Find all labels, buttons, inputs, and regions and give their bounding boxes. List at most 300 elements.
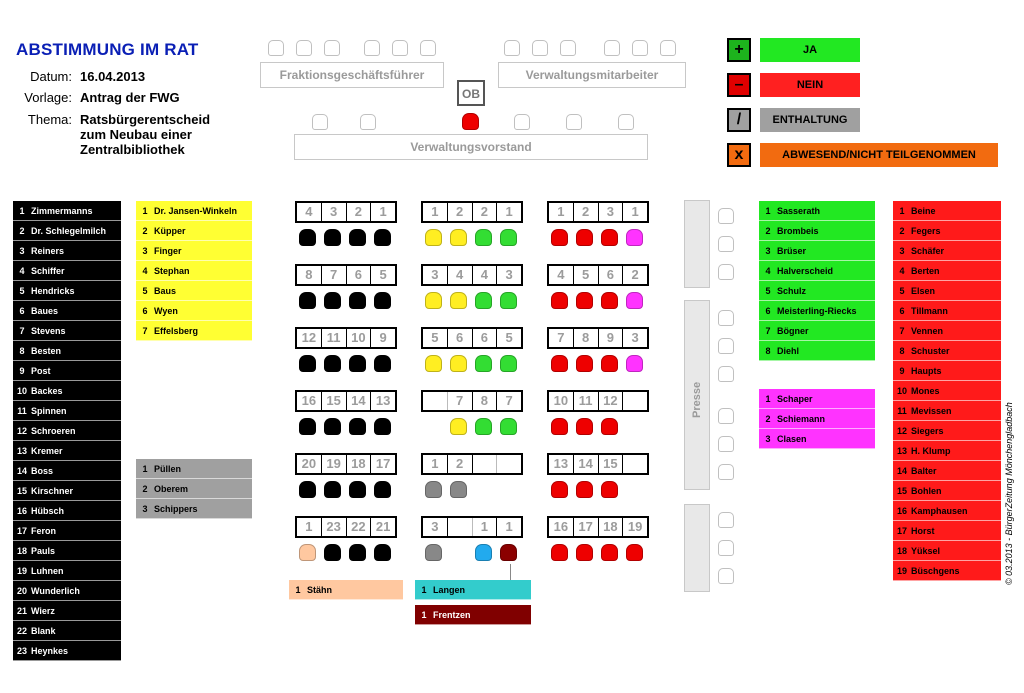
seat-icon <box>349 481 366 498</box>
seat-icon <box>299 418 316 435</box>
list-item-name: Blank <box>31 625 56 636</box>
list-item-name: Bögner <box>777 325 809 336</box>
list-item-name: Wyen <box>154 305 178 316</box>
list-item <box>893 341 1001 361</box>
list-item-number: 1 <box>295 584 301 595</box>
grey-chair-icon <box>566 114 582 130</box>
list-langen <box>415 580 531 600</box>
seat-icon <box>576 418 593 435</box>
seat-number: 12 <box>599 392 624 410</box>
list-item-number: 12 <box>16 425 27 436</box>
seat-number: 3 <box>322 203 347 221</box>
list-item <box>759 261 875 281</box>
list-item <box>13 521 121 541</box>
grey-chair-icon <box>604 40 620 56</box>
seat-number-row <box>421 327 523 349</box>
seat-icon <box>475 418 492 435</box>
seat-number-row <box>547 327 649 349</box>
seat-icon <box>551 229 568 246</box>
seat-number: 6 <box>473 329 498 347</box>
seat-number: 20 <box>297 455 322 473</box>
grey-chair-icon <box>560 40 576 56</box>
seat-icon <box>425 544 442 561</box>
list-item-number: 1 <box>421 584 427 595</box>
list-item <box>893 501 1001 521</box>
seat-icon <box>601 418 618 435</box>
list-item-number: 19 <box>16 565 27 576</box>
list-item-number: 4 <box>19 265 25 276</box>
list-item-name: Schiffer <box>31 265 65 276</box>
seat-number: 11 <box>574 392 599 410</box>
list-item-number: 6 <box>765 305 771 316</box>
list-item-name: Pauls <box>31 545 56 556</box>
seat-number: 4 <box>549 266 574 284</box>
seat-icon <box>374 544 391 561</box>
list-item-name: Schippers <box>154 503 198 514</box>
list-item <box>893 281 1001 301</box>
list-item <box>136 301 252 321</box>
grey-chair-icon <box>718 408 734 424</box>
seat-icon <box>576 229 593 246</box>
list-item-number: 13 <box>16 445 27 456</box>
seat-icon <box>601 544 618 561</box>
presse-bar-3 <box>684 504 710 592</box>
list-item-number: 3 <box>142 503 148 514</box>
seat-number: 10 <box>549 392 574 410</box>
seat-number: 5 <box>423 329 448 347</box>
list-item <box>893 481 1001 501</box>
list-item-name: Bohlen <box>911 485 942 496</box>
list-item <box>13 581 121 601</box>
list-item <box>13 201 121 221</box>
list-item-number: 3 <box>19 245 25 256</box>
list-item-name: Kremer <box>31 445 63 456</box>
seat-number-row <box>421 516 523 538</box>
list-item-name: Schiemann <box>777 413 826 424</box>
list-item <box>893 321 1001 341</box>
seat-icon <box>576 292 593 309</box>
list-item-name: Schaper <box>777 393 813 404</box>
seat-number: 1 <box>423 203 448 221</box>
list-item-name: Elsen <box>911 285 936 296</box>
list-item-number: 9 <box>899 365 905 376</box>
list-item <box>13 641 121 661</box>
seat-icon <box>299 481 316 498</box>
list-item <box>13 301 121 321</box>
seat-icon <box>601 355 618 372</box>
list-item-name: Brüser <box>777 245 807 256</box>
list-item-number: 5 <box>142 285 148 296</box>
seat-icon <box>500 544 517 561</box>
list-item-number: 11 <box>17 405 27 416</box>
list-item-name: Berten <box>911 265 940 276</box>
list-item <box>759 201 875 221</box>
list-item <box>13 321 121 341</box>
seat-icon <box>349 418 366 435</box>
list-item-name: Zimmermanns <box>31 205 93 216</box>
list-item-number: 5 <box>765 285 771 296</box>
list-item <box>13 341 121 361</box>
list-item-name: Püllen <box>154 463 182 474</box>
list-item <box>759 281 875 301</box>
seat-icon <box>349 292 366 309</box>
seat-number: 2 <box>448 455 473 473</box>
grey-chair-icon <box>324 40 340 56</box>
list-item <box>893 561 1001 581</box>
legend-label: NEIN <box>760 73 860 97</box>
seat-number-row <box>295 327 397 349</box>
list-item <box>759 341 875 361</box>
seat-icon <box>576 481 593 498</box>
grey-chair-icon <box>618 114 634 130</box>
seat-number: 19 <box>322 455 347 473</box>
grey-chair-icon <box>718 264 734 280</box>
list-item-name: Dr. Jansen-Winkeln <box>154 205 237 216</box>
list-item-name: Küpper <box>154 225 186 236</box>
seat-icon <box>500 229 517 246</box>
seat-icon <box>349 229 366 246</box>
list-item-name: Sasserath <box>777 205 821 216</box>
seat-number: 1 <box>423 455 448 473</box>
seat-number: 8 <box>574 329 599 347</box>
grey-chair-icon <box>504 40 520 56</box>
list-item <box>893 201 1001 221</box>
list-item-number: 1 <box>899 205 905 216</box>
seat-number: 23 <box>322 518 347 536</box>
thema-row <box>16 112 210 157</box>
list-item-name: Schäfer <box>911 245 945 256</box>
list-item-name: Mones <box>911 385 940 396</box>
grey-chair-icon <box>364 40 380 56</box>
legend-label: ABWESEND/NICHT TEILGENOMMEN <box>760 143 998 167</box>
list-item <box>893 241 1001 261</box>
seat-number: 5 <box>379 267 387 282</box>
list-item-number: 2 <box>765 413 771 424</box>
seat-number-row <box>295 390 397 412</box>
datum-label: Datum: <box>30 69 72 84</box>
seat-icon <box>551 544 568 561</box>
legend-symbol-icon: – <box>727 73 751 97</box>
grey-chair-icon <box>532 40 548 56</box>
list-item <box>759 301 875 321</box>
seat-number: 1 <box>505 204 513 219</box>
list-item-number: 14 <box>16 465 27 476</box>
list-item-name: Stevens <box>31 325 66 336</box>
list-item-number: 13 <box>896 445 907 456</box>
list-item <box>13 481 121 501</box>
list-item-number: 5 <box>19 285 25 296</box>
fraktion-box: Fraktionsgeschäftsführer <box>260 62 444 88</box>
seat-number: 1 <box>379 204 387 219</box>
seat-icon <box>425 292 442 309</box>
list-item <box>13 361 121 381</box>
list-item-name: Diehl <box>777 345 800 356</box>
list-item-name: Reiners <box>31 245 65 256</box>
list-item-name: Besten <box>31 345 62 356</box>
list-item-number: 1 <box>19 205 25 216</box>
grey-chair-icon <box>268 40 284 56</box>
seat-number: 2 <box>574 203 599 221</box>
vorstand-box: Verwaltungsvorstand <box>294 134 648 160</box>
list-item-number: 7 <box>142 325 148 336</box>
list-item-number: 14 <box>896 465 907 476</box>
vorlage-label: Vorlage: <box>24 90 72 105</box>
seat-number: 19 <box>627 519 643 534</box>
seat-icon <box>475 355 492 372</box>
list-item-name: Siegers <box>911 425 944 436</box>
list-item-number: 15 <box>16 485 27 496</box>
seat-number: 2 <box>347 203 372 221</box>
list-item-number: 1 <box>142 463 148 474</box>
seat-icon <box>551 292 568 309</box>
seat-number-row <box>421 453 523 475</box>
list-item-name: Haupts <box>911 365 942 376</box>
grey-chair-icon <box>718 436 734 452</box>
seat-number: 8 <box>473 392 498 410</box>
seat-number: 9 <box>379 330 387 345</box>
grey-chair-icon <box>312 114 328 130</box>
list-item-number: 7 <box>899 325 905 336</box>
seat-icon <box>374 292 391 309</box>
list-item <box>13 221 121 241</box>
grey-chair-icon <box>718 464 734 480</box>
list-item-name: Kirschner <box>31 485 74 496</box>
seat-number-row <box>295 516 397 538</box>
list-stahn <box>289 580 403 600</box>
list-item-name: Schulz <box>777 285 807 296</box>
list-item-number: 2 <box>142 483 148 494</box>
seat-number <box>623 455 647 473</box>
list-item-number: 16 <box>16 505 27 516</box>
seat-number <box>623 392 647 410</box>
list-item-name: Baues <box>31 305 59 316</box>
list-item-name: Baus <box>154 285 177 296</box>
seat-icon <box>601 292 618 309</box>
grey-chair-icon <box>420 40 436 56</box>
seat-icon <box>601 481 618 498</box>
seat-number: 11 <box>322 329 347 347</box>
seat-number: 3 <box>423 266 448 284</box>
seat-icon <box>500 292 517 309</box>
list-item-name: Spinnen <box>31 405 67 416</box>
seat-icon <box>551 418 568 435</box>
list-cdu <box>13 201 121 661</box>
list-item <box>759 409 875 429</box>
thema-label: Thema: <box>27 112 72 127</box>
verwaltungsmitarbeiter-box: Verwaltungsmitarbeiter <box>498 62 686 88</box>
list-item <box>13 501 121 521</box>
seat-number: 2 <box>631 267 639 282</box>
list-item-name: Post <box>31 365 51 376</box>
legend-symbol-icon: x <box>727 143 751 167</box>
list-item-name: Wierz <box>31 605 55 616</box>
grey-chair-icon <box>718 512 734 528</box>
list-item-number: 6 <box>899 305 905 316</box>
list-item <box>13 241 121 261</box>
seat-number: 6 <box>599 266 624 284</box>
grey-chair-icon <box>296 40 312 56</box>
list-item <box>136 201 252 221</box>
list-item-number: 3 <box>142 245 148 256</box>
list-item <box>13 621 121 641</box>
seat-icon <box>626 229 643 246</box>
list-item <box>893 361 1001 381</box>
list-item-number: 19 <box>896 565 907 576</box>
list-item <box>893 461 1001 481</box>
seat-icon <box>299 544 316 561</box>
list-item-number: 3 <box>765 245 771 256</box>
seat-icon <box>626 292 643 309</box>
seat-number: 7 <box>549 329 574 347</box>
grey-chair-icon <box>632 40 648 56</box>
list-item-number: 10 <box>16 385 27 396</box>
list-item <box>893 441 1001 461</box>
vorlage-value: Antrag der FWG <box>80 90 180 105</box>
list-item-name: Heynkes <box>31 645 69 656</box>
grey-chair-icon <box>718 208 734 224</box>
seat-number-row <box>547 453 649 475</box>
seat-icon <box>551 355 568 372</box>
seat-icon <box>324 229 341 246</box>
seat-icon <box>475 544 492 561</box>
list-item <box>13 401 121 421</box>
list-item-name: Mevissen <box>911 405 952 416</box>
list-item-number: 11 <box>897 405 907 416</box>
seat-number: 8 <box>297 266 322 284</box>
thema-value: Ratsbürgerentscheid zum Neubau einer Zentralbibliothek <box>80 112 211 157</box>
list-item-name: Beine <box>911 205 936 216</box>
list-item-name: Luhnen <box>31 565 64 576</box>
seat-number <box>423 392 448 410</box>
list-item <box>13 281 121 301</box>
list-item-number: 21 <box>16 605 27 616</box>
list-item-number: 23 <box>16 645 27 656</box>
seat-icon <box>500 418 517 435</box>
seat-icon <box>349 355 366 372</box>
seat-number: 13 <box>375 393 391 408</box>
seat-number: 12 <box>297 329 322 347</box>
list-item-name: Horst <box>911 525 935 536</box>
list-item <box>759 241 875 261</box>
legend-label: ENTHALTUNG <box>760 108 860 132</box>
vorlage-row <box>16 90 180 105</box>
grey-chair-icon <box>718 540 734 556</box>
list-item-number: 3 <box>765 433 771 444</box>
list-item-name: Boss <box>31 465 54 476</box>
page-title: ABSTIMMUNG IM RAT <box>16 40 199 59</box>
list-item <box>893 541 1001 561</box>
list-item-number: 2 <box>765 225 771 236</box>
list-item <box>893 301 1001 321</box>
seat-number: 7 <box>505 393 513 408</box>
presse-bar-1 <box>684 200 710 288</box>
list-item-name: Effelsberg <box>154 325 199 336</box>
grey-chair-icon <box>718 366 734 382</box>
list-item-number: 4 <box>142 265 148 276</box>
seat-number-row <box>421 264 523 286</box>
seat-number: 3 <box>599 203 624 221</box>
list-item-number: 18 <box>16 545 27 556</box>
list-item <box>136 321 252 341</box>
list-item-name: Büschgens <box>911 565 960 576</box>
seat-number: 21 <box>375 519 391 534</box>
list-item-name: Backes <box>31 385 63 396</box>
list-item-name: H. Klump <box>911 445 951 456</box>
seat-number-row <box>421 390 523 412</box>
list-item-name: Langen <box>433 584 466 595</box>
list-item-number: 17 <box>896 525 907 536</box>
grey-chair-icon <box>514 114 530 130</box>
list-item <box>136 281 252 301</box>
seat-number: 6 <box>448 329 473 347</box>
seat-icon <box>425 481 442 498</box>
list-spd <box>893 201 1001 581</box>
list-item-number: 18 <box>896 545 907 556</box>
seat-icon <box>299 292 316 309</box>
seat-number: 17 <box>375 456 391 471</box>
list-item-name: Tillmann <box>911 305 948 316</box>
seat-icon <box>299 229 316 246</box>
seat-icon <box>425 229 442 246</box>
list-item <box>136 499 252 519</box>
list-item-number: 16 <box>896 505 907 516</box>
seat-number: 1 <box>473 518 498 536</box>
list-item-number: 8 <box>899 345 905 356</box>
list-item-number: 4 <box>899 265 905 276</box>
list-item-name: Stephan <box>154 265 190 276</box>
list-item-name: Yüksel <box>911 545 941 556</box>
seat-number: 2 <box>448 203 473 221</box>
list-item <box>759 429 875 449</box>
seat-icon <box>425 355 442 372</box>
seat-icon <box>450 292 467 309</box>
list-item-number: 2 <box>899 225 905 236</box>
datum-row <box>16 69 145 84</box>
seat-icon <box>374 229 391 246</box>
list-item <box>13 421 121 441</box>
list-gruene <box>759 201 875 361</box>
seat-icon <box>576 544 593 561</box>
seat-number: 5 <box>574 266 599 284</box>
list-item <box>759 389 875 409</box>
ob-box: OB <box>457 80 485 106</box>
seat-number: 4 <box>448 266 473 284</box>
datum-value: 16.04.2013 <box>80 69 146 84</box>
list-item-number: 2 <box>142 225 148 236</box>
list-item <box>13 561 121 581</box>
seat-icon <box>374 481 391 498</box>
list-linke <box>759 389 875 449</box>
grey-chair-icon <box>718 310 734 326</box>
seat-number-row <box>295 453 397 475</box>
seat-icon <box>324 418 341 435</box>
grey-chair-icon <box>718 568 734 584</box>
seat-number: 3 <box>505 267 513 282</box>
presse-label: Presse <box>691 381 703 418</box>
seat-number: 3 <box>631 330 639 345</box>
list-item <box>136 221 252 241</box>
list-item-number: 8 <box>19 345 25 356</box>
seat-icon <box>324 292 341 309</box>
list-item-number: 4 <box>765 265 771 276</box>
seat-number: 15 <box>599 455 624 473</box>
seat-number: 5 <box>505 330 513 345</box>
seat-number: 16 <box>549 518 574 536</box>
seat-number: 4 <box>297 203 322 221</box>
list-item <box>136 459 252 479</box>
seat-number-row <box>295 201 397 223</box>
legend-symbol-icon: + <box>727 38 751 62</box>
